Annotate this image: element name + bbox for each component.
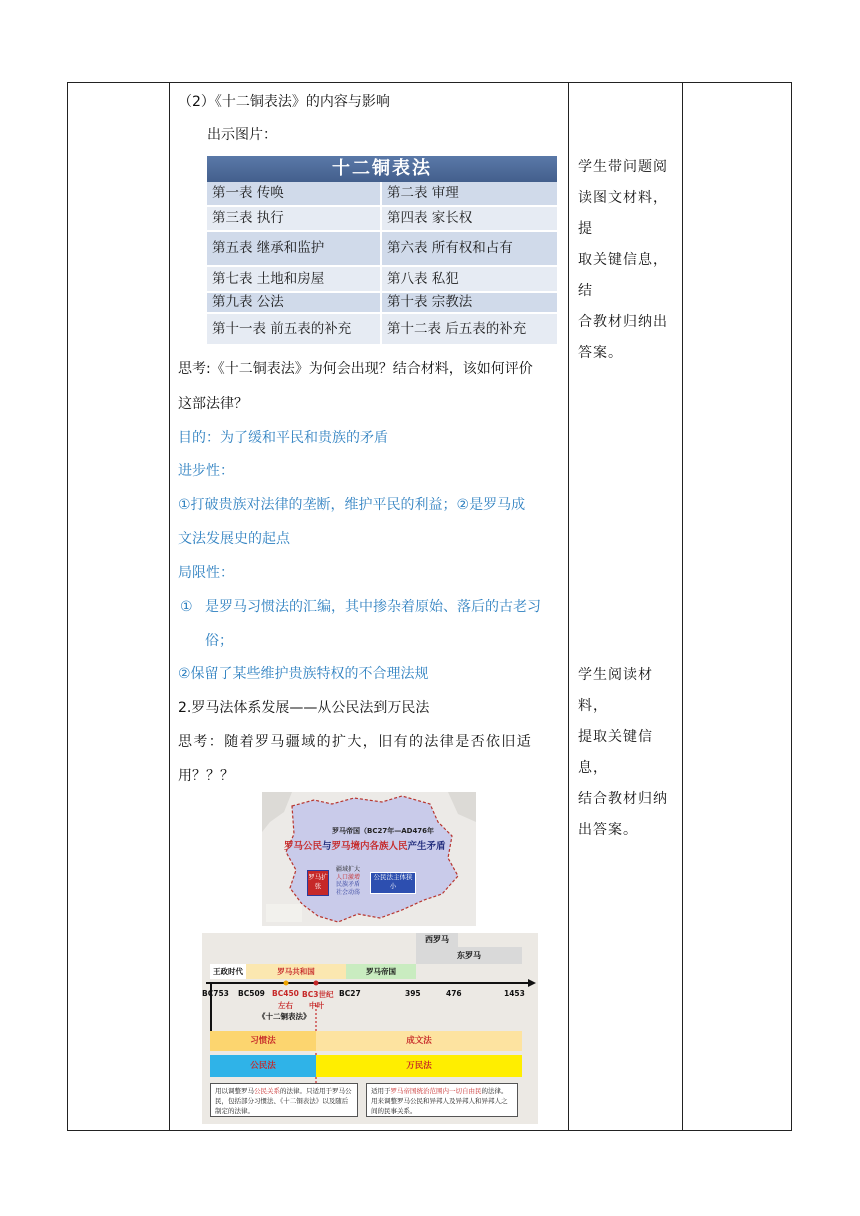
table-cell: 第二表 审理 — [382, 182, 557, 207]
tick-label: BC509 — [238, 989, 265, 998]
tick-label: 395 — [405, 989, 421, 998]
expansion-box: 罗马扩张 — [307, 870, 329, 896]
twelve-tables-label: 《十二铜表法》 — [258, 1012, 311, 1021]
think-question-1-cont: 这部法律？ — [178, 396, 248, 412]
table-cell: 第八表 私犯 — [382, 267, 557, 293]
show-picture-label: 出示图片： — [207, 127, 277, 143]
progress-text: ①打破贵族对法律的垄断，维护平民的利益；②是罗马成 — [178, 497, 526, 513]
expansion-effects: 疆域扩大 人口激增 民族矛盾 社会动荡 — [336, 866, 361, 896]
era-empire: 罗马帝国 — [346, 964, 416, 979]
think-question-2: 思考：随着罗马疆域的扩大，旧有的法律是否依旧适 — [178, 734, 533, 750]
law-of-nations-bar: 万民法 — [316, 1055, 522, 1077]
column-divider — [169, 83, 170, 1130]
table-cell: 第一表 传唤 — [207, 182, 382, 207]
era-king: 王政时代 — [210, 964, 246, 979]
customary-law-bar: 习惯法 — [210, 1031, 316, 1051]
think-question-2-cont: 用？？？ — [178, 768, 234, 784]
table-row — [207, 267, 557, 293]
table-row — [207, 182, 557, 207]
table-cell: 第五表 继承和监护 — [207, 232, 382, 267]
table-row — [207, 293, 557, 314]
table-row — [207, 232, 557, 267]
progress-text-cont: 文法发展史的起点 — [178, 531, 290, 547]
east-rome-label: 东罗马 — [416, 947, 522, 964]
era-republic: 罗马共和国 — [246, 964, 346, 979]
tick-label: 476 — [446, 989, 462, 998]
bc450-label: BC450 — [272, 989, 299, 998]
twelve-tables-title: 十二铜表法 — [207, 156, 557, 182]
map-conflict-line: 罗马公民与罗马境内各族人民产生矛盾 — [284, 841, 446, 852]
civil-law-bar: 公民法 — [210, 1055, 316, 1077]
progress-label: 进步性： — [178, 463, 234, 479]
table-cell: 第四表 家长权 — [382, 207, 557, 232]
civil-law-box: 公民法主体狭小 — [370, 872, 416, 894]
west-rome-label: 西罗马 — [416, 933, 458, 947]
written-law-bar: 成文法 — [316, 1031, 522, 1051]
table-row — [207, 207, 557, 232]
table-cell: 第十二表 后五表的补充 — [382, 314, 557, 346]
twelve-tables-image — [207, 156, 557, 346]
student-activity-note-2: 学生阅读材料， 提取关键信息， 结合教材归纳 出答案。 — [578, 667, 668, 838]
limit-marker: ① — [180, 599, 193, 615]
tick-label: BC27 — [339, 989, 361, 998]
mid-century-label: 中叶 — [309, 1001, 324, 1010]
roman-empire-map-image — [262, 792, 476, 926]
law-of-nations-description: 适用于罗马帝国统治范围内一切自由民的法律。用来调整罗马公民和异邦人及异邦人和异邦人之间的民事关系。 — [366, 1083, 518, 1117]
column-divider — [568, 83, 569, 1130]
table-cell: 第七表 土地和房屋 — [207, 267, 382, 293]
section-title: （2）《十二铜表法》的内容与影响 — [178, 94, 390, 110]
limit-text-2: ②保留了某些维护贵族特权的不合理法规 — [178, 666, 429, 682]
table-cell: 第六表 所有权和占有 — [382, 232, 557, 267]
bc3-label: BC3世纪 — [302, 990, 334, 999]
table-cell: 第十一表 前五表的补充 — [207, 314, 382, 346]
tick-label: BC753 — [202, 989, 229, 998]
limit-text-1: 是罗马习惯法的汇编，其中掺杂着原始、落后的古老习 — [205, 599, 541, 615]
roman-law-timeline-image — [202, 933, 538, 1124]
table-row — [207, 314, 557, 346]
table-cell: 第十表 宗教法 — [382, 293, 557, 314]
civil-law-description: 用以调整罗马公民关系的法律。只适用于罗马公民，包括部分习惯法、《十二铜表法》以及随后制定的法律。 — [210, 1083, 358, 1117]
student-activity-note-1: 学生带问题阅 读图文材料，提 取关键信息，结 合教材归纳出 答案。 — [578, 159, 668, 361]
section-heading-2: 2.罗马法体系发展——从公民法到万民法 — [178, 700, 430, 716]
table-cell: 第九表 公法 — [207, 293, 382, 314]
think-question-1: 思考:《十二铜表法》为何会出现？结合材料，该如何评价 — [178, 361, 533, 377]
map-banner-text: 罗马帝国（BC27年—AD476年 — [332, 827, 435, 835]
table-cell: 第三表 执行 — [207, 207, 382, 232]
limit-text-1-cont: 俗； — [205, 633, 233, 649]
purpose-text: 目的：为了缓和平民和贵族的矛盾 — [178, 430, 388, 446]
approx-label: 左右 — [278, 1001, 293, 1010]
tick-label: 1453 — [504, 989, 525, 998]
column-divider — [682, 83, 683, 1130]
limit-label: 局限性： — [178, 565, 234, 581]
